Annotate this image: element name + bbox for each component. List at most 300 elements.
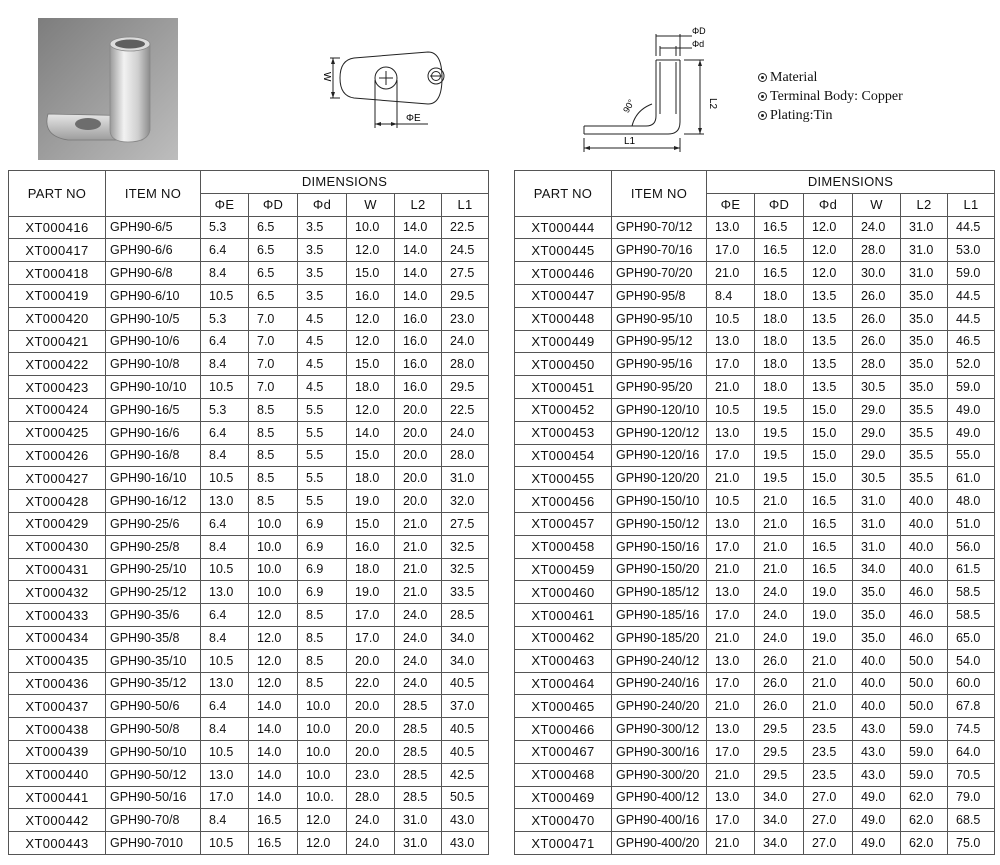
dimension-cell: 10.5 (201, 832, 249, 855)
header-col: L1 (442, 193, 489, 216)
dimension-cell: 61.5 (948, 558, 995, 581)
dimension-cell: 13.5 (804, 330, 853, 353)
dimension-cell: 6.5 (249, 284, 298, 307)
header-col: ΦD (249, 193, 298, 216)
dimension-cell: 49.0 (948, 421, 995, 444)
item-no-cell: GPH90-50/8 (106, 718, 201, 741)
dimension-cell: 34.0 (755, 786, 804, 809)
dimension-cell: 26.0 (755, 649, 804, 672)
dimension-cell: 4.5 (298, 307, 347, 330)
item-no-cell: GPH90-35/10 (106, 649, 201, 672)
table-row (515, 558, 995, 581)
item-no-cell: GPH90-120/12 (612, 421, 707, 444)
item-no-cell: GPH90-50/16 (106, 786, 201, 809)
header-col: W (347, 193, 395, 216)
part-no-cell: XT000448 (515, 307, 612, 330)
dimension-cell: 24.0 (853, 216, 901, 239)
dimension-cell: 8.5 (249, 398, 298, 421)
table-row (9, 307, 489, 330)
dimension-cell: 17.0 (707, 444, 755, 467)
part-no-cell: XT000424 (9, 398, 106, 421)
dimension-cell: 28.0 (853, 353, 901, 376)
dimension-cell: 59.0 (948, 376, 995, 399)
dimension-cell: 6.5 (249, 216, 298, 239)
dimension-cell: 17.0 (707, 809, 755, 832)
length-dimension-label: L1 (624, 136, 636, 147)
dimension-cell: 35.0 (901, 284, 948, 307)
dimension-cell: 14.0 (249, 695, 298, 718)
dimension-cell: 20.0 (395, 444, 442, 467)
item-no-cell: GPH90-25/6 (106, 512, 201, 535)
dimension-cell: 49.0 (853, 786, 901, 809)
part-no-cell: XT000429 (9, 512, 106, 535)
dimension-cell: 35.0 (853, 581, 901, 604)
part-no-cell: XT000435 (9, 649, 106, 672)
inner-diameter-label: Φd (692, 39, 705, 49)
part-no-cell: XT000442 (9, 809, 106, 832)
item-no-cell: GPH90-16/12 (106, 490, 201, 513)
item-no-cell: GPH90-16/6 (106, 421, 201, 444)
dimension-cell: 44.5 (948, 216, 995, 239)
dimension-cell: 15.0 (347, 262, 395, 285)
dimension-cell: 8.5 (298, 626, 347, 649)
dimension-cell: 3.5 (298, 216, 347, 239)
dimension-cell: 18.0 (755, 376, 804, 399)
dimension-cell: 10.5 (201, 376, 249, 399)
item-no-cell: GPH90-16/8 (106, 444, 201, 467)
part-no-cell: XT000470 (515, 809, 612, 832)
dimension-cell: 17.0 (201, 786, 249, 809)
part-no-cell: XT000439 (9, 740, 106, 763)
dimension-cell: 5.3 (201, 216, 249, 239)
part-no-cell: XT000455 (515, 467, 612, 490)
table-row (9, 330, 489, 353)
dimension-cell: 13.0 (201, 490, 249, 513)
header-dimensions: DIMENSIONS (707, 171, 995, 194)
bullet-icon (758, 92, 767, 101)
dimension-cell: 67.8 (948, 695, 995, 718)
dimension-cell: 30.0 (853, 262, 901, 285)
dimension-cell: 5.5 (298, 398, 347, 421)
dimension-cell: 10.5 (707, 307, 755, 330)
dimension-cell: 18.0 (755, 284, 804, 307)
dimension-cell: 10.5 (201, 467, 249, 490)
dimension-cell: 12.0 (249, 672, 298, 695)
table-row (9, 763, 489, 786)
dimension-cell: 46.0 (901, 626, 948, 649)
dimension-cell: 26.0 (853, 284, 901, 307)
dimension-cell: 15.0 (804, 398, 853, 421)
dimension-cell: 20.0 (395, 490, 442, 513)
dimension-cell: 4.5 (298, 376, 347, 399)
dimension-cell: 26.0 (853, 330, 901, 353)
dimension-cell: 10.5 (707, 490, 755, 513)
table-row (515, 809, 995, 832)
part-no-cell: XT000430 (9, 535, 106, 558)
dimension-cell: 21.0 (707, 832, 755, 855)
dimension-cell: 17.0 (347, 626, 395, 649)
dimension-cell: 5.3 (201, 307, 249, 330)
item-no-cell: GPH90-150/16 (612, 535, 707, 558)
dimension-cell: 5.5 (298, 444, 347, 467)
item-no-cell: GPH90-185/20 (612, 626, 707, 649)
dimension-cell: 21.0 (395, 558, 442, 581)
dimension-cell: 46.0 (901, 604, 948, 627)
dimension-cell: 21.0 (395, 512, 442, 535)
item-no-cell: GPH90-120/10 (612, 398, 707, 421)
item-no-cell: GPH90-10/5 (106, 307, 201, 330)
header-item-no: ITEM NO (612, 171, 707, 217)
dimension-cell: 54.0 (948, 649, 995, 672)
dimension-cell: 15.0 (347, 512, 395, 535)
part-no-cell: XT000460 (515, 581, 612, 604)
item-no-cell: GPH90-120/20 (612, 467, 707, 490)
item-no-cell: GPH90-35/8 (106, 626, 201, 649)
table-row (515, 649, 995, 672)
item-no-cell: GPH90-240/12 (612, 649, 707, 672)
dimension-cell: 15.0 (804, 467, 853, 490)
dimension-cell: 14.0 (249, 718, 298, 741)
dimension-cell: 50.0 (901, 649, 948, 672)
dimensions-table-left (8, 170, 489, 855)
table-row (9, 809, 489, 832)
dimension-cell: 40.0 (901, 490, 948, 513)
table-row (9, 718, 489, 741)
dimension-cell: 43.0 (853, 718, 901, 741)
dimension-cell: 27.0 (804, 786, 853, 809)
dimension-cell: 21.0 (707, 262, 755, 285)
dimension-cell: 12.0 (804, 239, 853, 262)
dimension-cell: 59.0 (901, 718, 948, 741)
item-no-cell: GPH90-150/12 (612, 512, 707, 535)
part-no-cell: XT000465 (515, 695, 612, 718)
table-row (515, 581, 995, 604)
dimension-cell: 40.5 (442, 740, 489, 763)
dimension-cell: 28.5 (395, 718, 442, 741)
item-no-cell: GPH90-240/20 (612, 695, 707, 718)
dimension-cell: 23.5 (804, 740, 853, 763)
dimension-cell: 14.0 (395, 284, 442, 307)
dimension-cell: 10.0 (298, 763, 347, 786)
dimension-cell: 51.0 (948, 512, 995, 535)
item-no-cell: GPH90-300/16 (612, 740, 707, 763)
item-no-cell: GPH90-25/8 (106, 535, 201, 558)
dimension-cell: 29.5 (755, 763, 804, 786)
dimension-cell: 13.0 (707, 421, 755, 444)
dimension-cell: 35.5 (901, 444, 948, 467)
dimension-cell: 7.0 (249, 307, 298, 330)
dimension-cell: 28.0 (442, 444, 489, 467)
dimension-cell: 3.5 (298, 284, 347, 307)
dimension-cell: 10.0 (249, 581, 298, 604)
dimension-cell: 13.0 (707, 216, 755, 239)
dimension-cell: 40.0 (853, 649, 901, 672)
dimension-cell: 61.0 (948, 467, 995, 490)
dimension-cell: 28.0 (442, 353, 489, 376)
dimension-cell: 12.0 (298, 832, 347, 855)
dimension-cell: 28.5 (395, 695, 442, 718)
dimension-cell: 35.5 (901, 398, 948, 421)
dimension-cell: 60.0 (948, 672, 995, 695)
dimension-cell: 16.5 (755, 239, 804, 262)
dimension-cell: 19.0 (347, 490, 395, 513)
table-row (515, 307, 995, 330)
dimension-cell: 10.0 (249, 535, 298, 558)
dimension-cell: 31.0 (901, 216, 948, 239)
part-no-cell: XT000471 (515, 832, 612, 855)
header-col: ΦE (201, 193, 249, 216)
dimension-cell: 8.4 (707, 284, 755, 307)
part-no-cell: XT000459 (515, 558, 612, 581)
dimension-cell: 53.0 (948, 239, 995, 262)
table-row (515, 353, 995, 376)
dimension-cell: 13.0 (707, 718, 755, 741)
dimension-cell: 5.5 (298, 490, 347, 513)
dimension-cell: 50.0 (901, 672, 948, 695)
part-no-cell: XT000425 (9, 421, 106, 444)
dimension-cell: 27.5 (442, 262, 489, 285)
dimension-cell: 21.0 (707, 695, 755, 718)
dimension-cell: 14.0 (249, 763, 298, 786)
part-no-cell: XT000416 (9, 216, 106, 239)
dimension-cell: 14.0 (395, 239, 442, 262)
table-row (9, 353, 489, 376)
dimension-cell: 21.0 (755, 535, 804, 558)
header-col: ΦE (707, 193, 755, 216)
dimension-cell: 6.4 (201, 330, 249, 353)
dimension-cell: 6.9 (298, 581, 347, 604)
dimension-cell: 17.0 (707, 353, 755, 376)
dimension-cell: 16.0 (347, 535, 395, 558)
dimension-cell: 34.0 (853, 558, 901, 581)
dimension-cell: 19.0 (804, 604, 853, 627)
dimension-cell: 16.0 (395, 307, 442, 330)
dimension-cell: 26.0 (755, 672, 804, 695)
dimension-cell: 19.0 (804, 626, 853, 649)
dimension-cell: 4.5 (298, 353, 347, 376)
dimension-cell: 15.0 (804, 444, 853, 467)
dimension-cell: 7.0 (249, 376, 298, 399)
dimension-cell: 21.0 (395, 581, 442, 604)
part-no-cell: XT000441 (9, 786, 106, 809)
dimension-cell: 6.9 (298, 512, 347, 535)
dimension-cell: 24.5 (442, 239, 489, 262)
header-col: ΦD (755, 193, 804, 216)
part-no-cell: XT000433 (9, 604, 106, 627)
dimension-cell: 21.0 (395, 535, 442, 558)
dimension-cell: 12.0 (249, 626, 298, 649)
item-no-cell: GPH90-25/12 (106, 581, 201, 604)
item-no-cell: GPH90-95/12 (612, 330, 707, 353)
dimension-cell: 30.5 (853, 376, 901, 399)
dimension-cell: 24.0 (442, 421, 489, 444)
dimension-cell: 40.0 (901, 558, 948, 581)
dimension-cell: 8.5 (298, 604, 347, 627)
dimension-cell: 16.5 (804, 535, 853, 558)
table-row (515, 786, 995, 809)
dimension-cell: 12.0 (249, 649, 298, 672)
dimension-cell: 8.4 (201, 626, 249, 649)
dimension-cell: 13.0 (707, 581, 755, 604)
dimension-cell: 13.5 (804, 284, 853, 307)
table-row (9, 398, 489, 421)
item-no-cell: GPH90-95/10 (612, 307, 707, 330)
dimension-cell: 20.0 (395, 421, 442, 444)
header-item-no: ITEM NO (106, 171, 201, 217)
table-row (515, 284, 995, 307)
part-no-cell: XT000419 (9, 284, 106, 307)
item-no-cell: GPH90-150/20 (612, 558, 707, 581)
table-row (515, 626, 995, 649)
table-row (515, 763, 995, 786)
table-row (515, 490, 995, 513)
dimension-cell: 14.0 (395, 216, 442, 239)
dimension-cell: 20.0 (347, 740, 395, 763)
item-no-cell: GPH90-50/12 (106, 763, 201, 786)
item-no-cell: GPH90-400/16 (612, 809, 707, 832)
dimension-cell: 21.0 (804, 672, 853, 695)
dimension-cell: 44.5 (948, 307, 995, 330)
part-no-cell: XT000469 (515, 786, 612, 809)
dimension-cell: 18.0 (755, 353, 804, 376)
dimension-cell: 16.5 (755, 216, 804, 239)
dimension-cell: 29.0 (853, 421, 901, 444)
dimension-cell: 13.0 (707, 786, 755, 809)
front-view-drawing (318, 40, 478, 136)
dimension-cell: 29.0 (853, 398, 901, 421)
dimension-cell: 12.0 (804, 262, 853, 285)
dimension-cell: 46.0 (901, 581, 948, 604)
item-no-cell: GPH90-300/12 (612, 718, 707, 741)
part-no-cell: XT000452 (515, 398, 612, 421)
item-no-cell: GPH90-6/8 (106, 262, 201, 285)
part-no-cell: XT000421 (9, 330, 106, 353)
table-row (515, 467, 995, 490)
table-row (515, 376, 995, 399)
dimension-cell: 21.0 (707, 467, 755, 490)
dimension-cell: 16.5 (804, 490, 853, 513)
part-no-cell: XT000436 (9, 672, 106, 695)
dimension-cell: 6.4 (201, 239, 249, 262)
dimension-cell: 28.0 (347, 786, 395, 809)
dimension-cell: 28.5 (395, 740, 442, 763)
dimension-cell: 59.0 (948, 262, 995, 285)
part-no-cell: XT000453 (515, 421, 612, 444)
part-no-cell: XT000422 (9, 353, 106, 376)
dimension-cell: 43.0 (442, 809, 489, 832)
dimension-cell: 35.0 (901, 353, 948, 376)
dimension-cell: 35.0 (853, 626, 901, 649)
item-no-cell: GPH90-185/16 (612, 604, 707, 627)
dimension-cell: 35.0 (901, 376, 948, 399)
dimension-cell: 21.0 (707, 558, 755, 581)
dimension-cell: 8.4 (201, 809, 249, 832)
dimension-cell: 20.0 (347, 718, 395, 741)
bullet-icon (758, 111, 767, 120)
dimension-cell: 32.5 (442, 535, 489, 558)
dimension-cell: 31.0 (442, 467, 489, 490)
dimension-cell: 8.4 (201, 353, 249, 376)
dimension-cell: 17.0 (707, 672, 755, 695)
dimension-cell: 20.0 (395, 398, 442, 421)
header-col: L1 (948, 193, 995, 216)
table-row (515, 535, 995, 558)
part-no-cell: XT000431 (9, 558, 106, 581)
table-row (9, 604, 489, 627)
item-no-cell: GPH90-400/20 (612, 832, 707, 855)
item-no-cell: GPH90-25/10 (106, 558, 201, 581)
dimension-cell: 40.0 (853, 672, 901, 695)
item-no-cell: GPH90-50/10 (106, 740, 201, 763)
item-no-cell: GPH90-35/12 (106, 672, 201, 695)
dimension-cell: 14.0 (347, 421, 395, 444)
part-no-cell: XT000440 (9, 763, 106, 786)
header-col: L2 (901, 193, 948, 216)
hole-dimension-label: ΦE (406, 113, 421, 124)
table-row (9, 490, 489, 513)
dimension-cell: 3.5 (298, 262, 347, 285)
dimension-cell: 6.9 (298, 535, 347, 558)
dimension-cell: 13.0 (707, 512, 755, 535)
dimension-cell: 14.0 (249, 740, 298, 763)
dimension-cell: 19.0 (804, 581, 853, 604)
dimension-cell: 3.5 (298, 239, 347, 262)
material-spec-list (758, 68, 903, 125)
dimension-cell: 40.5 (442, 718, 489, 741)
part-no-cell: XT000466 (515, 718, 612, 741)
angle-label: 90° (621, 97, 637, 115)
item-no-cell: GPH90-70/8 (106, 809, 201, 832)
dimension-cell: 59.0 (901, 763, 948, 786)
table-row (9, 786, 489, 809)
dimension-cell: 75.0 (948, 832, 995, 855)
dimension-cell: 40.0 (901, 512, 948, 535)
spec-item (758, 106, 903, 125)
table-row (9, 581, 489, 604)
item-no-cell: GPH90-120/16 (612, 444, 707, 467)
terminal-lug-photo (38, 18, 178, 160)
dimension-cell: 79.0 (948, 786, 995, 809)
dimension-cell: 10.5 (201, 740, 249, 763)
dimension-cell: 42.5 (442, 763, 489, 786)
dimension-cell: 16.0 (347, 284, 395, 307)
part-no-cell: XT000444 (515, 216, 612, 239)
width-dimension-label: W (321, 72, 332, 82)
dimension-cell: 5.3 (201, 398, 249, 421)
dimension-cell: 31.0 (901, 239, 948, 262)
item-no-cell: GPH90-35/6 (106, 604, 201, 627)
dimension-cell: 40.0 (901, 535, 948, 558)
item-no-cell: GPH90-95/20 (612, 376, 707, 399)
table-row (515, 512, 995, 535)
dimension-cell: 34.0 (755, 809, 804, 832)
dimension-cell: 21.0 (755, 512, 804, 535)
table-row (9, 832, 489, 855)
dimension-cell: 4.5 (298, 330, 347, 353)
dimension-cell: 19.5 (755, 467, 804, 490)
table-row (9, 649, 489, 672)
item-no-cell: GPH90-10/8 (106, 353, 201, 376)
item-no-cell: GPH90-16/10 (106, 467, 201, 490)
dimension-cell: 26.0 (853, 307, 901, 330)
dimension-cell: 13.5 (804, 307, 853, 330)
dimension-cell: 18.0 (755, 307, 804, 330)
dimension-cell: 52.0 (948, 353, 995, 376)
table-row (9, 695, 489, 718)
item-no-cell: GPH90-10/10 (106, 376, 201, 399)
outer-diameter-label: ΦD (692, 26, 706, 36)
part-no-cell: XT000464 (515, 672, 612, 695)
